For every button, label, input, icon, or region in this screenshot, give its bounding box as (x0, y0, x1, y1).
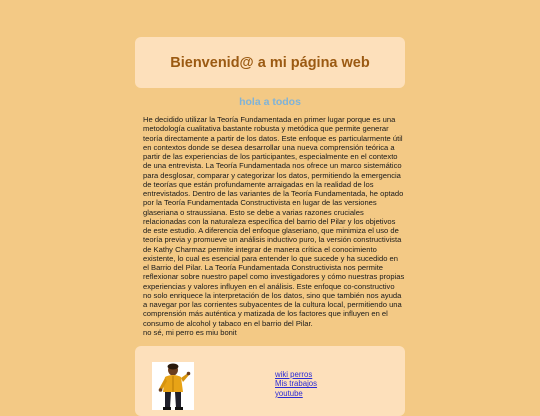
person-figure-icon (152, 362, 194, 410)
footer-links (275, 370, 317, 398)
link-youtube[interactable]: youtube (275, 388, 303, 398)
link-wiki-perros[interactable]: wiki perros (275, 370, 313, 379)
avatar-image (152, 362, 194, 410)
body-note: no sé, mi perro es miu bonit (143, 327, 237, 337)
header-box (135, 37, 405, 88)
page-subtitle: hola a todos (239, 96, 301, 108)
main-content (143, 115, 405, 337)
page-title: Bienvenid@ a mi página web (170, 54, 370, 71)
link-mis-trabajos[interactable]: Mis trabajos (275, 379, 318, 389)
body-paragraph: He decidido utilizar la Teoría Fundamentada en primer lugar porque es una metodología cualitativa bastante robusta y metódica que permite generar teoría directamente a partir de los datos. Este enfoque es particularmente útil en contextos donde se desea desarrollar una nueva comprensión teórica a partir de las experiencias de los participantes, especialmente en el contexto de una entrevista. La Teoría Fundamentada nos ofrece un marco sistemático para desglosar, comparar y categorizar los datos, permitiendo la emergencia de teorías que están profundamente arraigadas en la realidad de los entrevistados. Dentro de las variantes de la Teoría Fundamentada, he optado por la Teoría Fundamentada Constructivista en lugar de las versiones glaseriana o straussiana. Esto se debe a varias razones cruciales relacionadas con la naturaleza específica del barrio del Pilar y los objetivos de este estudio. A diferencia del enfoque glaseriano, que minimiza el uso de teoría previa y promueve un análisis inductivo puro, la versión constructivista de Kathy Charmaz permite integrar de manera crítica el conocimiento existente, lo cual es esencial para entender lo que sucede y ha sucedido en el Barrio del Pilar. La Teoría Fundamentada Constructivista nos permite reflexionar sobre nuestro papel como investigadores y cómo nuestras propias experiencias y valores influyen en el análisis. Este enfoque co-constructivo no solo enriquece la interpretación de los datos, sino que también nos ayuda a navegar por las corrientes subyacentes de la cultura local, permitiendo una comprensión más auténtica y matizada de los factores que influyen en el consumo de alcohol y tabaco en el barrio del Pilar. (143, 115, 405, 328)
